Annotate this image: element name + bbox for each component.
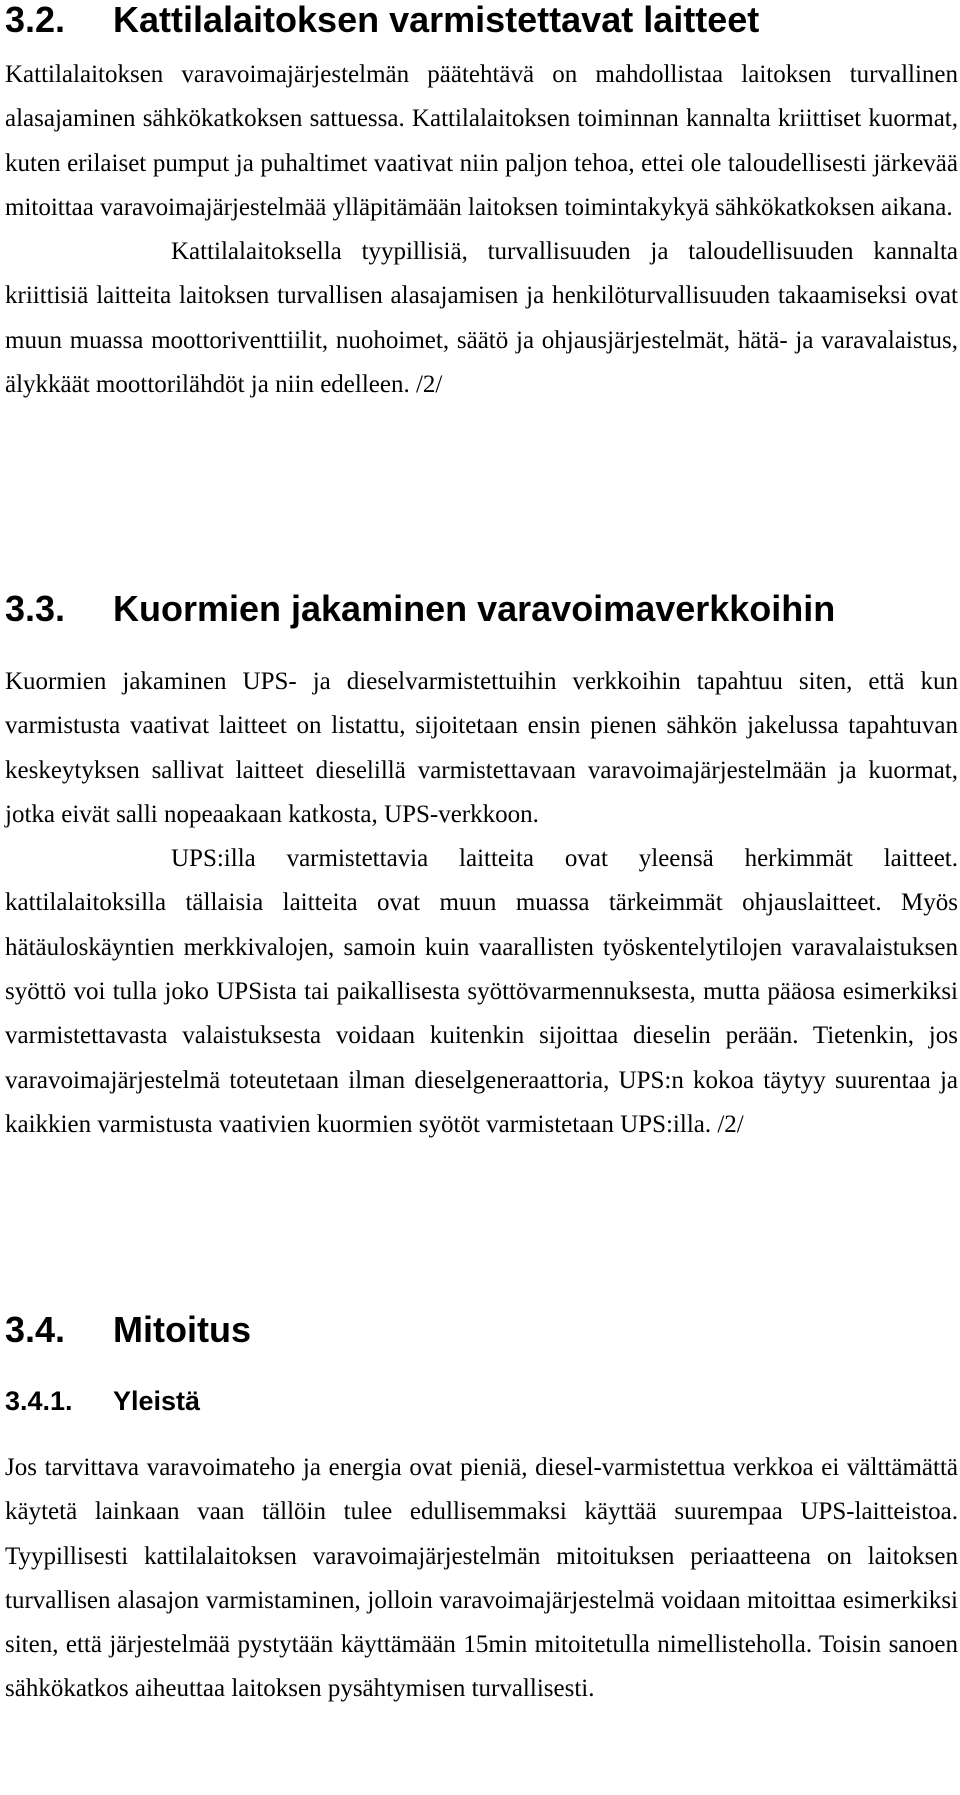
section-title: Yleistä: [113, 1386, 201, 1416]
section-title: Kattilalaitoksen varmistettavat laitteet: [113, 0, 760, 40]
paragraph: Kattilalaitoksen varavoimajärjestelmän päätehtävä on mahdollistaa laitoksen turvallinen alasajaminen sähkökatkoksen sattuessa. Kattilalaitoksen toiminnan kannalta kriittiset kuormat, kuten erilaiset pumput ja puhaltimet vaativat niin paljon tehoa, ettei ole taloudellisesti järkevää mitoittaa varavoimajärjestelmää ylläpitämään laitoksen toimintakykyä sähkökatkoksen aikana.: [5, 61, 958, 221]
paragraph: Kattilalaitoksella tyypillisiä, turvallisuuden ja taloudellisuuden kannalta kriittisiä laitteita laitoksen turvallisen alasajamisen ja henkilöturvallisuuden takaamiseksi ovat muun muassa moottoriventtiilit, nuohoimet, säätö ja ohjausjärjestelmät, hätä- ja varavalaistus, älykkäät moottorilähdöt ja niin edelleen. /2/: [5, 238, 958, 399]
section-body-3-4-1: [5, 1446, 958, 1712]
paragraph: Jos tarvittava varavoimateho ja energia ovat pieniä, diesel-varmistettua verkkoa ei välttämättä käytetä lainkaan vaan tällöin tulee edullisemmaksi käyttää suurempaa UPS-laitteistoa. Tyypillisesti kattilalaitoksen varavoimajärjestelmän mitoituksen periaatteena on laitoksen turvallisen alasajon varmistaminen, jolloin varavoimajärjestelmä voidaan mitoittaa esimerkiksi siten, että järjestelmää pystytään käyttämään 15min mitoitetulla nimellisteholla. Toisin sanoen sähkökatkos aiheuttaa laitoksen pysähtymisen turvallisesti.: [5, 1454, 958, 1703]
section-number: 3.3.: [5, 588, 66, 629]
section-number: 3.4.1.: [5, 1386, 73, 1416]
paragraph: Kuormien jakaminen UPS- ja dieselvarmistettuihin verkkoihin tapahtuu siten, että kun varmistusta vaativat laitteet on listattu, sijoitetaan ensin pienen sähkön jakelussa tapahtuvan keskeytyksen sallivat laitteet dieselillä varmistettavaan varavoimajärjestelmään ja kuormat, jotka eivät salli nopeaakaan katkosta, UPS-verkkoon.: [5, 668, 958, 828]
section-heading-3-4: [5, 1310, 251, 1350]
section-number: 3.4.: [5, 1309, 66, 1350]
section-heading-3-3: [5, 589, 835, 629]
paragraph: UPS:illa varmistettavia laitteita ovat yleensä herkimmät laitteet. kattilalaitoksilla tällaisia laitteita ovat muun muassa tärkeimmät ohjauslaitteet. Myös hätäuloskäyntien merkkivalojen, samoin kuin vaarallisten työskentelytilojen varavalaistuksen syöttö voi tulla joko UPSista tai paikallisesta syöttövarmennuksesta, mutta pääosa esimerkiksi varmistettavasta valaistuksesta voidaan kuitenkin sijoittaa dieselin perään. Tietenkin, jos varavoimajärjestelmä toteutetaan ilman dieselgeneraattoria, UPS:n kokoa täytyy suurentaa ja kaikkien varmistusta vaativien kuormien syötöt varmistetaan UPS:illa. /2/: [5, 845, 958, 1138]
section-heading-3-2: [5, 0, 759, 40]
section-body-3-2: [5, 53, 958, 407]
subsection-heading-3-4-1: [5, 1385, 200, 1417]
section-title: Kuormien jakaminen varavoimaverkkoihin: [113, 588, 836, 629]
section-title: Mitoitus: [113, 1309, 251, 1350]
section-number: 3.2.: [5, 0, 66, 40]
section-body-3-3: [5, 660, 958, 1147]
